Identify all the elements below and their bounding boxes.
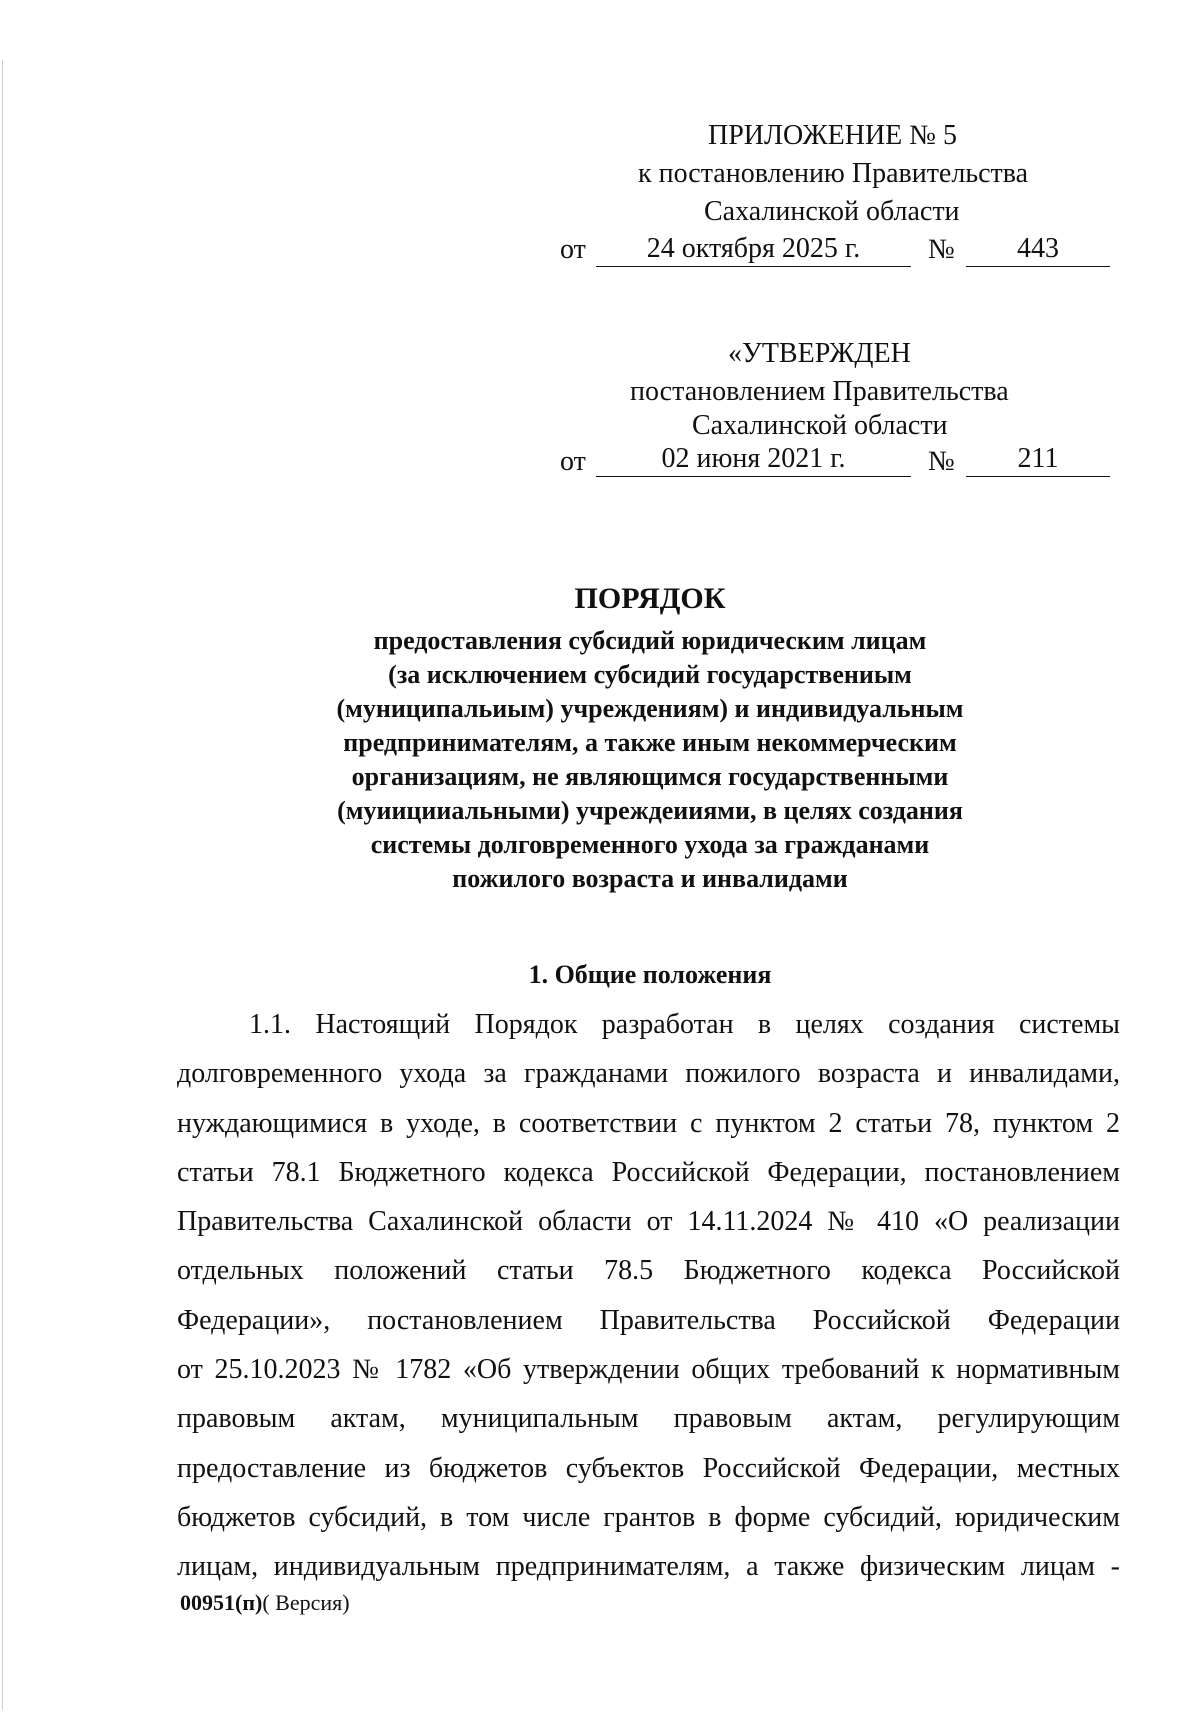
subtitle-line: пожилого возраста и инвалидами xyxy=(452,864,848,893)
subtitle-line: (за исключением субсидий государствениым xyxy=(388,660,912,689)
paragraph-line: от 25.10.2023 № 1782 «Об утверждении общих требований к нормативным xyxy=(177,1354,1120,1386)
approved-from-label: от xyxy=(560,446,586,477)
scan-edge-line xyxy=(2,60,3,1710)
appendix-num-label: № xyxy=(928,234,955,265)
approved-line3: Сахалинской области xyxy=(692,410,948,441)
appendix-title: ПРИЛОЖЕНИЕ № 5 xyxy=(708,120,957,151)
subtitle-line: (муиицииальными) учреждеииями, в целях создания xyxy=(337,796,963,825)
subtitle-line: предоставления субсидий юридическим лицам xyxy=(373,626,927,655)
paragraph-line: Правительства Сахалинской области от 14.11.2024 № 410 «О реализации xyxy=(177,1206,1120,1238)
subtitle-line: (муниципальиым) учреждениям) и индивидуальным xyxy=(336,694,964,723)
paragraph-line: лицам, индивидуальным предпринимателям, а также физическим лицам - xyxy=(177,1551,1120,1583)
approved-date: 02 июня 2021 г. xyxy=(596,442,911,477)
appendix-number: 443 xyxy=(966,232,1110,267)
approved-number: 211 xyxy=(966,442,1110,477)
paragraph-line: Федерации», постановлением Правительства Российской Федерации xyxy=(177,1304,1120,1336)
paragraph-line: 1.1. Настоящий Порядок разработан в целях создания системы xyxy=(249,1009,1120,1040)
appendix-from-label: от xyxy=(560,234,586,265)
approved-line2: постановлением Правительства xyxy=(630,376,1009,407)
approved-num-label: № xyxy=(928,446,955,477)
paragraph-line: бюджетов субсидий, в том числе грантов в форме субсидий, юридическим xyxy=(177,1501,1120,1533)
paragraph-line: правовым актам, муниципальным правовым актам, регулирующим xyxy=(177,1403,1120,1435)
footer-version: ( Версия) xyxy=(262,1590,350,1615)
section-paragraph xyxy=(177,1000,1120,1592)
paragraph-line: предоставление из бюджетов субъектов Российской Федерации, местных xyxy=(177,1452,1120,1484)
appendix-date: 24 октября 2025 г. xyxy=(596,232,911,267)
paragraph-line: статьи 78.1 Бюджетного кодекса Российской Федерации, постановлением xyxy=(177,1156,1120,1188)
appendix-line2: к постановлению Правительства xyxy=(638,158,1029,189)
document-subtitle xyxy=(250,624,1050,896)
section-heading: 1. Общие положения xyxy=(528,960,772,989)
paragraph-line: отдельных положений статьи 78.5 Бюджетного кодекса Российской xyxy=(177,1255,1120,1287)
paragraph-line: долговременного ухода за гражданами пожилого возраста и инвалидами, xyxy=(177,1058,1120,1090)
document-footer xyxy=(180,1590,350,1616)
appendix-line3: Сахалинской области xyxy=(704,196,960,227)
approved-title: «УТВЕРЖДЕН xyxy=(728,338,911,369)
subtitle-line: предпринимателям, а также иным некоммерческим xyxy=(343,728,957,757)
paragraph-line: нуждающимися в уходе, в соответствии с пунктом 2 статьи 78, пунктом 2 xyxy=(177,1107,1120,1139)
subtitle-line: системы долговременного ухода за гражданами xyxy=(370,830,930,859)
footer-code: 00951(п) xyxy=(180,1590,263,1615)
subtitle-line: организациям, не являющимся государственными xyxy=(351,762,949,791)
document-title: ПОРЯДОК xyxy=(574,582,726,615)
